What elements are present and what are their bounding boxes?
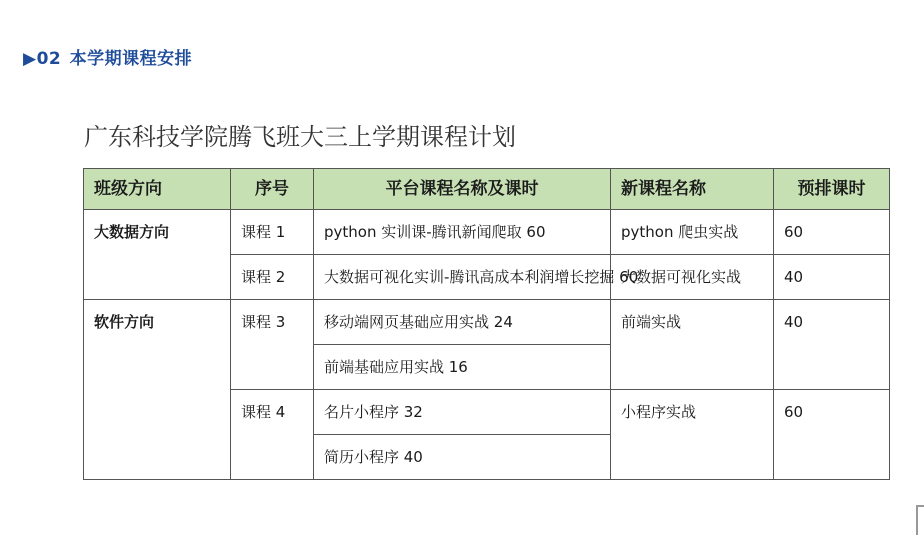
cell-course-no: 课程 1 (231, 210, 314, 255)
table-row (84, 210, 890, 255)
cell-platform-course: 简历小程序 40 (314, 435, 611, 480)
section-title: 本学期课程安排 (69, 49, 193, 69)
cell-platform-course: 移动端网页基础应用实战 24 (314, 300, 611, 345)
table-header-row (84, 169, 890, 210)
course-plan-table (83, 168, 890, 480)
section-marker: ▶02 (23, 49, 62, 69)
header-course-no: 序号 (231, 169, 314, 210)
cell-hours: 60 (774, 210, 890, 255)
cell-course-no: 课程 3 (231, 300, 314, 390)
cell-new-course: 大数据可视化实战 (611, 255, 774, 300)
cell-course-no: 课程 2 (231, 255, 314, 300)
cell-platform-course: python 实训课-腾讯新闻爬取 60 (314, 210, 611, 255)
cell-platform-course: 大数据可视化实训-腾讯高成本利润增长挖掘 60 (314, 255, 611, 300)
cell-hours: 40 (774, 255, 890, 300)
section-header (23, 44, 192, 69)
cell-new-course: 小程序实战 (611, 390, 774, 480)
header-hours: 预排课时 (774, 169, 890, 210)
document-title: 广东科技学院腾飞班大三上学期课程计划 (84, 123, 516, 151)
cell-direction: 大数据方向 (84, 210, 231, 300)
cell-platform-course: 名片小程序 32 (314, 390, 611, 435)
header-platform-course: 平台课程名称及课时 (314, 169, 611, 210)
cell-platform-course: 前端基础应用实战 16 (314, 345, 611, 390)
cell-new-course: 前端实战 (611, 300, 774, 390)
cell-new-course: python 爬虫实战 (611, 210, 774, 255)
table-row (84, 300, 890, 345)
header-direction: 班级方向 (84, 169, 231, 210)
cell-hours: 60 (774, 390, 890, 480)
cell-hours: 40 (774, 300, 890, 390)
page-corner-mark (916, 505, 924, 535)
cell-direction: 软件方向 (84, 300, 231, 480)
cell-course-no: 课程 4 (231, 390, 314, 480)
header-new-course: 新课程名称 (611, 169, 774, 210)
